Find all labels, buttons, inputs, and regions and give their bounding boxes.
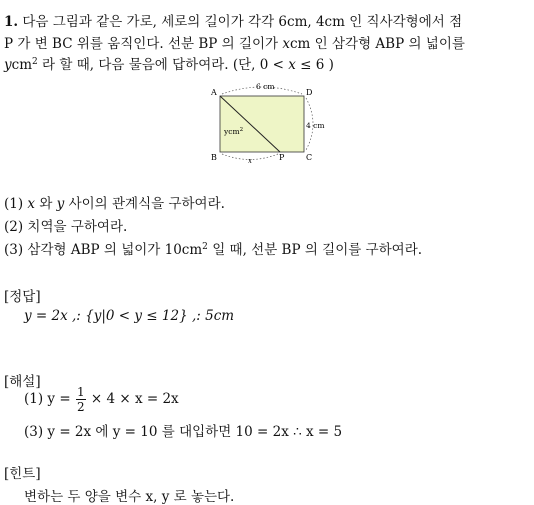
- label-d: D: [306, 88, 313, 97]
- right-length-label: 4 cm: [306, 121, 325, 130]
- top-length-label: 6 cm: [256, 82, 275, 91]
- hint-header: [힌트]: [4, 466, 41, 482]
- problem-text-1: 다음 그림과 같은 가로, 세로의 길이가 각각 6cm, 4cm 인 직사각형에서 점: [22, 14, 463, 30]
- explanation-header: [해설]: [4, 374, 41, 390]
- problem-number: 1.: [4, 14, 19, 30]
- explanation-line-2: (3) y = 2x 에 y = 10 를 대입하면 10 = 2x ∴ x = 5: [24, 424, 343, 440]
- label-p: P: [279, 153, 285, 162]
- problem-text-3b: 라 할 때, 다음 물음에 답하여라. (단, 0 <: [37, 57, 289, 73]
- area-label: ycm$^2$: [224, 127, 244, 136]
- problem-text-2a: P 가 변 BC 위를 움직인다. 선분 BP 의 길이가: [4, 36, 283, 52]
- answer-header: [정답]: [4, 289, 41, 305]
- problem-line-1: [4, 10, 462, 30]
- explanation-line-1: [24, 386, 179, 413]
- problem-line-3: [4, 53, 334, 73]
- problem-text-2b: cm 인 삼각형 ABP 의 넓이를: [290, 36, 465, 52]
- rectangle-figure: [200, 80, 340, 170]
- problem-text-3c: ≤ 6 ): [295, 57, 334, 73]
- hint-text: 변하는 두 양을 변수 x, y 로 놓는다.: [24, 489, 235, 505]
- rectangle-abcd: [220, 96, 304, 152]
- fraction-half: $\frac{1}{2}$: [76, 385, 85, 414]
- var-x: x: [282, 36, 290, 52]
- label-c: C: [306, 153, 313, 162]
- var-x-2: x: [288, 57, 296, 73]
- question-3: (3) 삼각형 ABP 의 넓이가 $10cm^2$ 일 때, 선분 BP 의 길이를 구하여라.: [4, 242, 423, 258]
- answer-text: y = 2x ,: {y|0 < y ≤ 12} ,: 5cm: [24, 308, 235, 324]
- var-y: y: [4, 57, 12, 73]
- label-b: B: [211, 153, 217, 162]
- problem-line-2: [4, 32, 465, 52]
- bottom-x-label: x: [248, 157, 252, 165]
- expl-1-pre: (1) y =: [24, 391, 75, 407]
- label-a: A: [211, 88, 217, 97]
- question-1: (1) x 와 y 사이의 관계식을 구하여라.: [4, 196, 225, 212]
- question-2: (2) 치역을 구하여라.: [4, 219, 128, 235]
- unit-cm: cm: [11, 57, 33, 73]
- expl-1-post: × 4 × x = 2x: [86, 391, 179, 407]
- unit-sup: 2: [32, 57, 38, 67]
